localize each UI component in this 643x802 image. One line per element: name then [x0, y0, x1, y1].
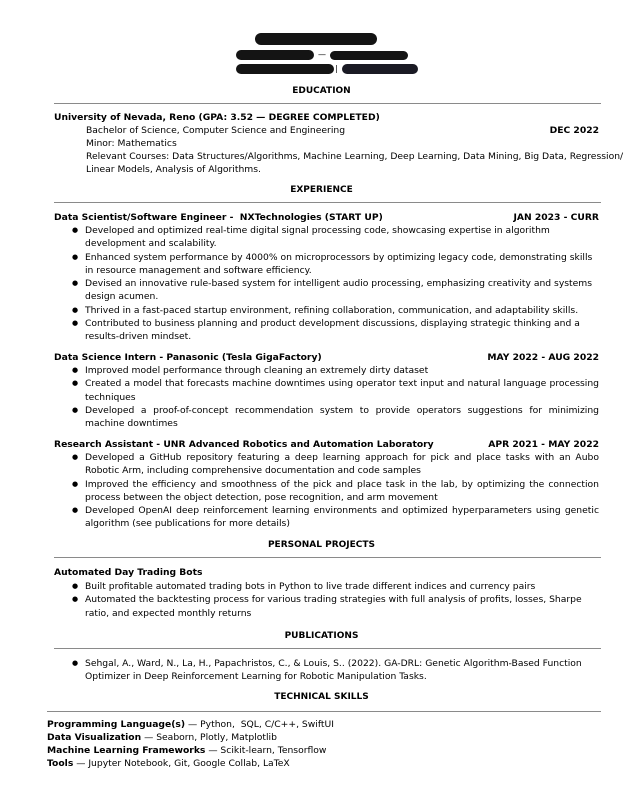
job-title: Data Science Intern - Panasonic (Tesla GigaFactory) — [54, 352, 322, 363]
skill-value: — Jupyter Notebook, Git, Google Collab, LaTeX — [73, 758, 290, 769]
skill-label: Data Visualization — [47, 732, 142, 743]
section-title-experience: EXPERIENCE — [290, 185, 353, 195]
education-degree: Bachelor of Science, Computer Science and Engineering — [86, 125, 346, 136]
list-item: ● Automated the backtesting process for various trading strategies with full analysis of profits, losses, Sharpe ratio, and expected monthly returns — [0, 593, 599, 620]
project-bullets — [0, 580, 599, 620]
education-courses-line-1: Relevant Courses: Data Structures/Algorithms, Machine Learning, Deep Learning, Data Mining, Big Data, Regression/ — [86, 151, 624, 162]
job-bullets — [0, 224, 599, 344]
education-minor: Minor: Mathematics — [86, 138, 177, 149]
section-title-projects: PERSONAL PROJECTS — [267, 540, 376, 550]
list-item: ● Developed and optimized real-time digital signal processing code, showcasing expertise in algorithm development and scalability. — [0, 224, 599, 251]
job-title: Data Scientist/Software Engineer - NXTechnologies (START UP) — [54, 212, 383, 223]
divider — [47, 711, 601, 712]
list-item: ● Developed a GitHub repository featuring a deep learning approach for pick and place tasks with an Aubo Robotic Arm, including comprehensive documentation and code samples — [0, 451, 599, 478]
job-bullets — [0, 364, 599, 430]
education-school: University of Nevada, Reno (GPA: 3.52 — DEGREE COMPLETED) — [54, 112, 380, 123]
contact-pipe: | — [335, 64, 338, 73]
section-title-education: EDUCATION — [292, 86, 351, 96]
job-bullets — [0, 451, 599, 531]
divider — [54, 557, 601, 558]
section-title-skills: TECHNICAL SKILLS — [274, 692, 369, 702]
divider — [54, 103, 601, 104]
skill-value: — Seaborn, Plotly, Matplotlib — [141, 732, 277, 743]
skill-label: Programming Language(s) — [47, 719, 186, 730]
education-school-row — [54, 111, 599, 124]
divider — [54, 202, 601, 203]
skill-row — [47, 731, 277, 744]
project-title: Automated Day Trading Bots — [54, 567, 203, 578]
job-title: Research Assistant - UNR Advanced Robotics and Automation Laboratory — [54, 439, 434, 450]
redacted-contact-line-2 — [236, 64, 334, 74]
skill-row — [47, 744, 326, 757]
list-item: ● Improved the efficiency and smoothness of the pick and place task in the lab, by optimizing the connection process between the object detection, pose recognition, and arm movement — [0, 478, 599, 505]
redacted-contact-line-1 — [236, 50, 314, 60]
job-header — [54, 211, 599, 224]
section-title-publications: PUBLICATIONS — [284, 631, 359, 641]
education-courses-line-2: Linear Models, Analysis of Algorithms. — [86, 164, 261, 175]
project-header — [54, 566, 599, 579]
skill-value: — Scikit-learn, Tensorflow — [205, 745, 327, 756]
skill-label: Machine Learning Frameworks — [47, 745, 206, 756]
list-item: ● Enhanced system performance by 4000% on microprocessors by optimizing legacy code, demonstrating skills in resource management and software efficiency. — [0, 251, 599, 278]
skill-row — [47, 757, 290, 770]
redacted-contact-line-2b — [342, 64, 418, 74]
job-header — [54, 438, 599, 451]
job-date: APR 2021 - MAY 2022 — [488, 439, 599, 450]
publication-list — [0, 657, 605, 684]
job-date: MAY 2022 - AUG 2022 — [487, 352, 599, 363]
list-item: ● Devised an innovative rule-based system for intelligent audio processing, emphasizing creativity and systems design acumen. — [0, 277, 599, 304]
job-header — [54, 351, 599, 364]
redacted-name — [255, 33, 377, 45]
skill-label: Tools — [47, 758, 74, 769]
education-date: DEC 2022 — [549, 125, 599, 136]
list-item: ● Created a model that forecasts machine downtimes using operator text input and natural language processing techniques — [0, 377, 599, 404]
divider — [54, 648, 601, 649]
list-item: ● Contributed to business planning and product development discussions, displaying strategic thinking and a results-driven mindset. — [0, 317, 599, 344]
contact-separator: — — [318, 50, 326, 59]
skill-value: — Python, SQL, C/C++, SwiftUI — [185, 719, 334, 730]
list-item: ● Thrived in a fast-paced startup environment, refining collaboration, communication, and adaptability skills. — [0, 304, 599, 317]
redacted-contact-line-1b — [330, 51, 408, 60]
publication-item: ● Sehgal, A., Ward, N., La, H., Papachristos, C., & Louis, S.. (2022). GA-DRL: Genetic Algorithm-Based Function Optimizer in Deep Reinforcement Learning for Robotic Manipulation Tasks. — [0, 657, 605, 684]
skill-row — [47, 718, 334, 731]
list-item: ● Built profitable automated trading bots in Python to live trade different indices and currency pairs — [0, 580, 599, 593]
list-item: ● Improved model performance through cleaning an extremely dirty dataset — [0, 364, 599, 377]
job-date: JAN 2023 - CURR — [513, 212, 599, 223]
list-item: ● Developed OpenAI deep reinforcement learning environments and optimized hyperparameters using genetic algorithm (see publications for more details) — [0, 504, 599, 531]
list-item: ● Developed a proof-of-concept recommendation system to provide operators suggestions for minimizing machine downtimes — [0, 404, 599, 431]
